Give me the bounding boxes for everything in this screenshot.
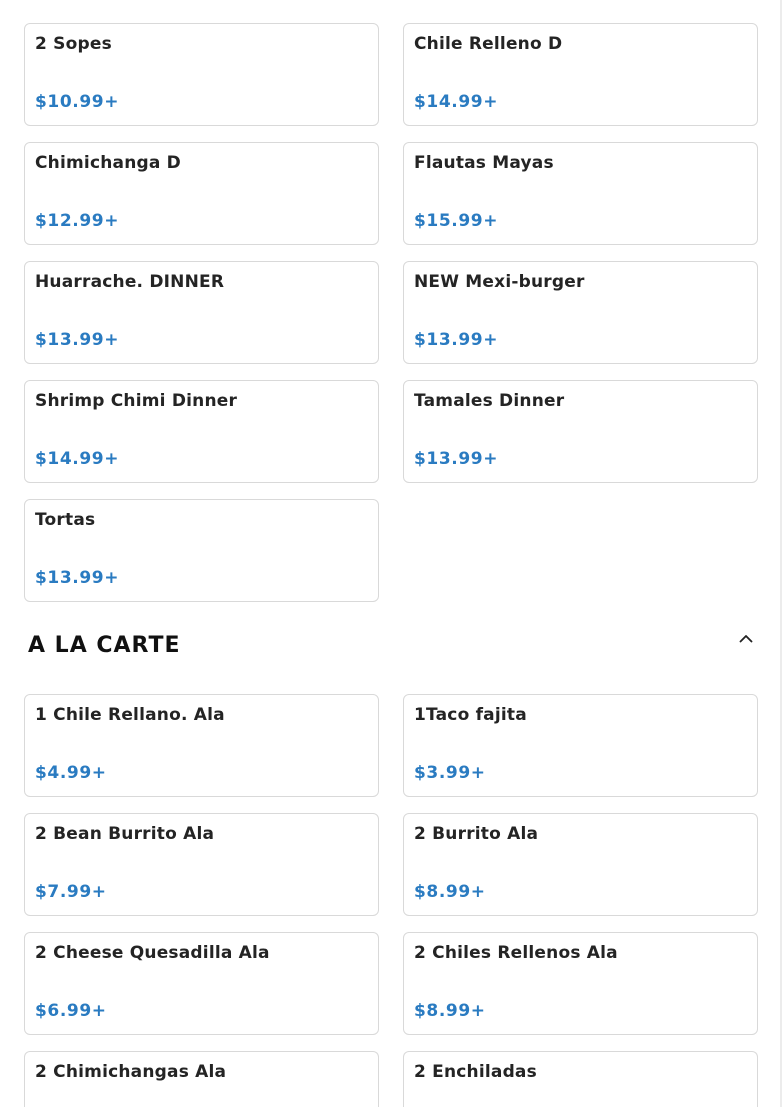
menu-item-name: 2 Chiles Rellenos Ala — [414, 943, 618, 963]
menu-item-name: Shrimp Chimi Dinner — [35, 391, 238, 411]
menu-item-name: Chimichanga D — [35, 153, 181, 173]
menu-item-price: $14.99+ — [35, 449, 120, 469]
a-la-carte-section-header[interactable] — [28, 628, 758, 662]
menu-item-card[interactable] — [24, 813, 379, 916]
menu-item-name: Chile Relleno D — [414, 34, 563, 54]
menu-item-card[interactable] — [403, 23, 758, 126]
collapse-section-button[interactable] — [734, 626, 758, 650]
menu-item-name: 2 Burrito Ala — [414, 824, 539, 844]
menu-item-name: 2 Sopes — [35, 34, 112, 54]
chevron-up-icon — [739, 634, 753, 643]
menu-item-name: 2 Bean Burrito Ala — [35, 824, 215, 844]
menu-item-name: Tortas — [35, 510, 96, 530]
menu-item-card[interactable] — [403, 694, 758, 797]
menu-item-card[interactable] — [24, 932, 379, 1035]
menu-item-price: $8.99+ — [414, 1001, 486, 1021]
menu-item-card[interactable] — [24, 380, 379, 483]
menu-item-name: Huarrache. DINNER — [35, 272, 225, 292]
menu-item-card[interactable] — [403, 932, 758, 1035]
menu-item-price: $10.99+ — [35, 92, 120, 112]
menu-item-price: $7.99+ — [35, 882, 107, 902]
menu-item-card[interactable] — [24, 142, 379, 245]
menu-item-price: $6.99+ — [35, 1001, 107, 1021]
menu-item-card[interactable] — [24, 1051, 379, 1107]
menu-item-name: 1 Chile Rellano. Ala — [35, 705, 225, 725]
menu-item-card[interactable] — [24, 694, 379, 797]
section-title: A LA CARTE — [28, 632, 181, 658]
menu-item-name: Flautas Mayas — [414, 153, 554, 173]
menu-item-name: 2 Enchiladas — [414, 1062, 537, 1082]
menu-item-price: $12.99+ — [35, 211, 120, 231]
menu-item-card[interactable] — [24, 499, 379, 602]
menu-item-card[interactable] — [403, 1051, 758, 1107]
menu-item-price: $13.99+ — [35, 568, 120, 588]
menu-item-card[interactable] — [403, 142, 758, 245]
menu-item-name: Tamales Dinner — [414, 391, 565, 411]
menu-item-price: $13.99+ — [414, 330, 499, 350]
menu-item-price: $3.99+ — [414, 763, 486, 783]
menu-item-name: 2 Cheese Quesadilla Ala — [35, 943, 270, 963]
menu-item-card[interactable] — [403, 813, 758, 916]
menu-item-card[interactable] — [403, 380, 758, 483]
menu-item-price: $13.99+ — [414, 449, 499, 469]
menu-item-card[interactable] — [24, 261, 379, 364]
menu-item-card[interactable] — [403, 261, 758, 364]
menu-item-price: $13.99+ — [35, 330, 120, 350]
a-la-carte-items-grid — [24, 694, 758, 1107]
menu-item-card[interactable] — [24, 23, 379, 126]
menu-item-name: 2 Chimichangas Ala — [35, 1062, 227, 1082]
menu-item-price: $4.99+ — [35, 763, 107, 783]
menu-item-price: $15.99+ — [414, 211, 499, 231]
menu-item-name: 1Taco fajita — [414, 705, 527, 725]
menu-item-name: NEW Mexi-burger — [414, 272, 585, 292]
menu-item-price: $8.99+ — [414, 882, 486, 902]
menu-item-price: $14.99+ — [414, 92, 499, 112]
dinner-items-grid — [24, 23, 758, 602]
